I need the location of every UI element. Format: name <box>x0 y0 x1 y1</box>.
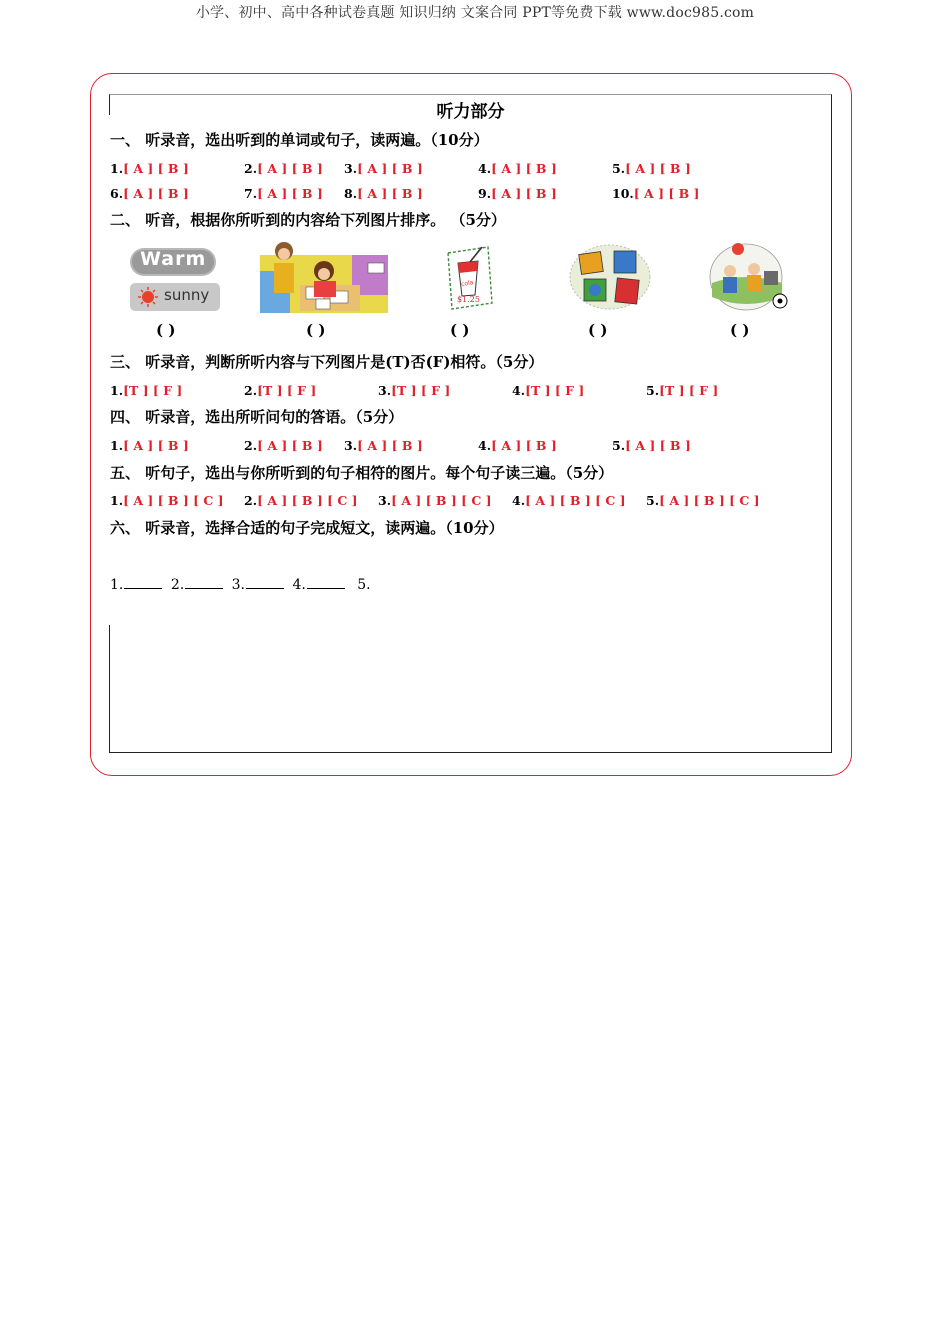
s5-q5[interactable]: 5.[ A ] [ B ] [ C ] <box>646 493 760 508</box>
s5-q4[interactable]: 4.[ A ] [ B ] [ C ] <box>512 493 626 508</box>
s1-q8[interactable]: 8.[ A ] [ B ] <box>344 186 423 201</box>
s3-q4[interactable]: 4.[T ] [ F ] <box>512 383 585 398</box>
s3-q3[interactable]: 3.[T ] [ F ] <box>378 383 451 398</box>
weather-word-warm: Warm <box>140 248 207 270</box>
s3-q5[interactable]: 5.[T ] [ F ] <box>646 383 719 398</box>
s6-blank-2[interactable] <box>185 588 223 589</box>
svg-text:cola: cola <box>460 279 474 289</box>
weather-words-picture <box>128 245 220 313</box>
s6-blank-1[interactable] <box>124 588 162 589</box>
section-3-heading: 三、 听录音，判断所听内容与下列图片是(T)否(F)相符。（5分） <box>110 353 544 371</box>
weather-word-sunny: sunny <box>164 286 210 304</box>
s1-q4[interactable]: 4.[ A ] [ B ] <box>478 161 557 176</box>
children-drawing-picture <box>260 241 388 313</box>
order-blank-2[interactable]: ( ) <box>306 321 326 339</box>
s6-blank-4-label: 4. <box>292 577 306 593</box>
s4-q1[interactable]: 1.[ A ] [ B ] <box>110 438 189 453</box>
s6-blank-3-label: 3. <box>231 577 245 593</box>
section-2-heading: 二、 听音，根据你所听到的内容给下列图片排序。 （5分） <box>110 211 506 229</box>
s5-q3[interactable]: 3.[ A ] [ B ] [ C ] <box>378 493 492 508</box>
section-6-heading: 六、 听录音，选择合适的句子完成短文，读两遍。（10分） <box>110 519 504 537</box>
order-blank-4[interactable]: ( ) <box>588 321 608 339</box>
order-blank-3[interactable]: ( ) <box>450 321 470 339</box>
price-label: $1.25 <box>457 295 480 304</box>
s1-q6[interactable]: 6.[ A ] [ B ] <box>110 186 189 201</box>
s4-q4[interactable]: 4.[ A ] [ B ] <box>478 438 557 453</box>
s4-q5[interactable]: 5.[ A ] [ B ] <box>612 438 691 453</box>
kids-playing-picture <box>708 241 790 313</box>
s3-q2[interactable]: 2.[T ] [ F ] <box>244 383 317 398</box>
s5-q1[interactable]: 1.[ A ] [ B ] [ C ] <box>110 493 224 508</box>
section-4-heading: 四、 听录音，选出所听问句的答语。（5分） <box>110 408 404 426</box>
s1-q2[interactable]: 2.[ A ] [ B ] <box>244 161 323 176</box>
s1-q10[interactable]: 10.[ A ] [ B ] <box>612 186 700 201</box>
s1-q5[interactable]: 5.[ A ] [ B ] <box>612 161 691 176</box>
section-5-heading: 五、 听句子，选出与你所听到的句子相符的图片。每个句子读三遍。（5分） <box>110 464 614 482</box>
answer-sheet-box <box>109 94 832 753</box>
s4-q3[interactable]: 3.[ A ] [ B ] <box>344 438 423 453</box>
s6-blank-3[interactable] <box>246 588 284 589</box>
cola-cup-picture <box>444 243 496 313</box>
s1-q7[interactable]: 7.[ A ] [ B ] <box>244 186 323 201</box>
s6-blank-2-label: 2. <box>170 577 185 593</box>
page-header: 小学、初中、高中各种试卷真题 知识归纳 文案合同 PPT等免费下载 www.doc985.com <box>195 5 755 21</box>
section-1-heading: 一、 听录音，选出听到的单词或句子，读两遍。（10分） <box>110 131 489 149</box>
order-blank-1[interactable]: ( ) <box>156 321 176 339</box>
s6-blank-1-label: 1. <box>110 577 124 593</box>
s5-q2[interactable]: 2.[ A ] [ B ] [ C ] <box>244 493 358 508</box>
s3-q1[interactable]: 1.[T ] [ F ] <box>110 383 183 398</box>
s1-q9[interactable]: 9.[ A ] [ B ] <box>478 186 557 201</box>
s1-q1[interactable]: 1.[ A ] [ B ] <box>110 161 189 176</box>
s6-blank-5-label: 5. <box>357 577 371 593</box>
books-picture <box>568 243 652 311</box>
s4-q2[interactable]: 2.[ A ] [ B ] <box>244 438 323 453</box>
s1-q3[interactable]: 3.[ A ] [ B ] <box>344 161 423 176</box>
section-title: 听力部分 <box>436 102 505 122</box>
order-blank-5[interactable]: ( ) <box>730 321 750 339</box>
s6-blank-4[interactable] <box>307 588 345 589</box>
s6-blanks <box>110 577 371 593</box>
